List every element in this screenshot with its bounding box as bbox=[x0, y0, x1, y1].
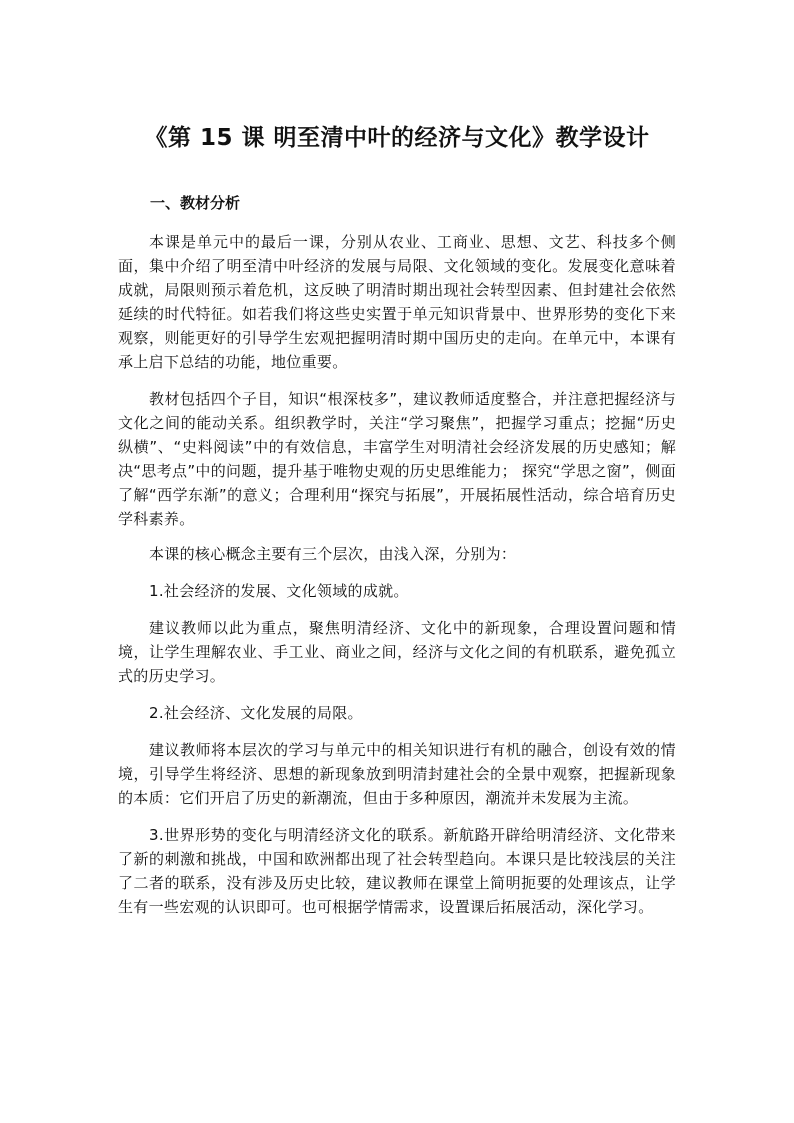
paragraph-textbook-structure: 教材包括四个子目，知识“根深枝多”，建议教师适度整合，并注意把握经济与文化之间的能动关系。组织教学时，关注“学习聚焦”，把握学习重点；挖掘“历史纵横”、“史料阅读”中的有效信息，丰富学生对明清社会经济发展的历史感知；解决“思考点”中的问题，提升基于唯物史观的历史思维能力； 探究“学思之窗”，侧面了解“西学东渐”的意义；合理利用“探究与拓展”，开展拓展性活动，综合培育历史学科素养。 bbox=[118, 390, 676, 528]
paragraph-concept-1-detail: 建议教师以此为重点，聚焦明清经济、文化中的新现象，合理设置问题和情境，让学生理解农业、手工业、商业之间，经济与文化之间的有机联系，避免孤立式的历史学习。 bbox=[118, 619, 676, 685]
paragraph-concept-2-heading: 2.社会经济、文化发展的局限。 bbox=[149, 704, 363, 722]
section-heading-textbook-analysis: 一、教材分析 bbox=[150, 194, 241, 212]
paragraph-concept-3: 3.世界形势的变化与明清经济文化的联系。新航路开辟给明清经济、文化带来了新的刺激和挑战，中国和欧洲都出现了社会转型趋向。本课只是比较浅层的关注了二者的联系，没有涉及历史比较，建议教师在课堂上简明扼要的处理该点，让学生有一些宏观的认识即可。也可根据学情需求，设置课后拓展活动，深化学习。 bbox=[118, 826, 676, 916]
paragraph-concept-1-heading: 1.社会经济的发展、文化领域的成就。 bbox=[149, 582, 409, 600]
paragraph-concept-2-detail: 建议教师将本层次的学习与单元中的相关知识进行有机的融合，创设有效的情境，引导学生将经济、思想的新现象放到明清封建社会的全景中观察，把握新现象的本质：它们开启了历史的新潮流，但由于多种原因，潮流并未发展为主流。 bbox=[118, 741, 676, 807]
paragraph-core-concepts-intro: 本课的核心概念主要有三个层次，由浅入深，分别为： bbox=[149, 545, 517, 563]
paragraph-lesson-overview: 本课是单元中的最后一课，分别从农业、工商业、思想、文艺、科技多个侧面，集中介绍了明至清中叶经济的发展与局限、文化领域的变化。发展变化意味着成就，局限则预示着危机，这反映了明清时期出现社会转型因素、但封建社会依然延续的时代特征。如若我们将这些史实置于单元知识背景中、世界形势的变化下来观察，则能更好的引导学生宏观把握明清时期中国历史的走向。在单元中，本课有承上启下总结的功能，地位重要。 bbox=[118, 233, 676, 371]
document-title: 《第 15 课 明至清中叶的经济与文化》教学设计 bbox=[144, 125, 650, 151]
